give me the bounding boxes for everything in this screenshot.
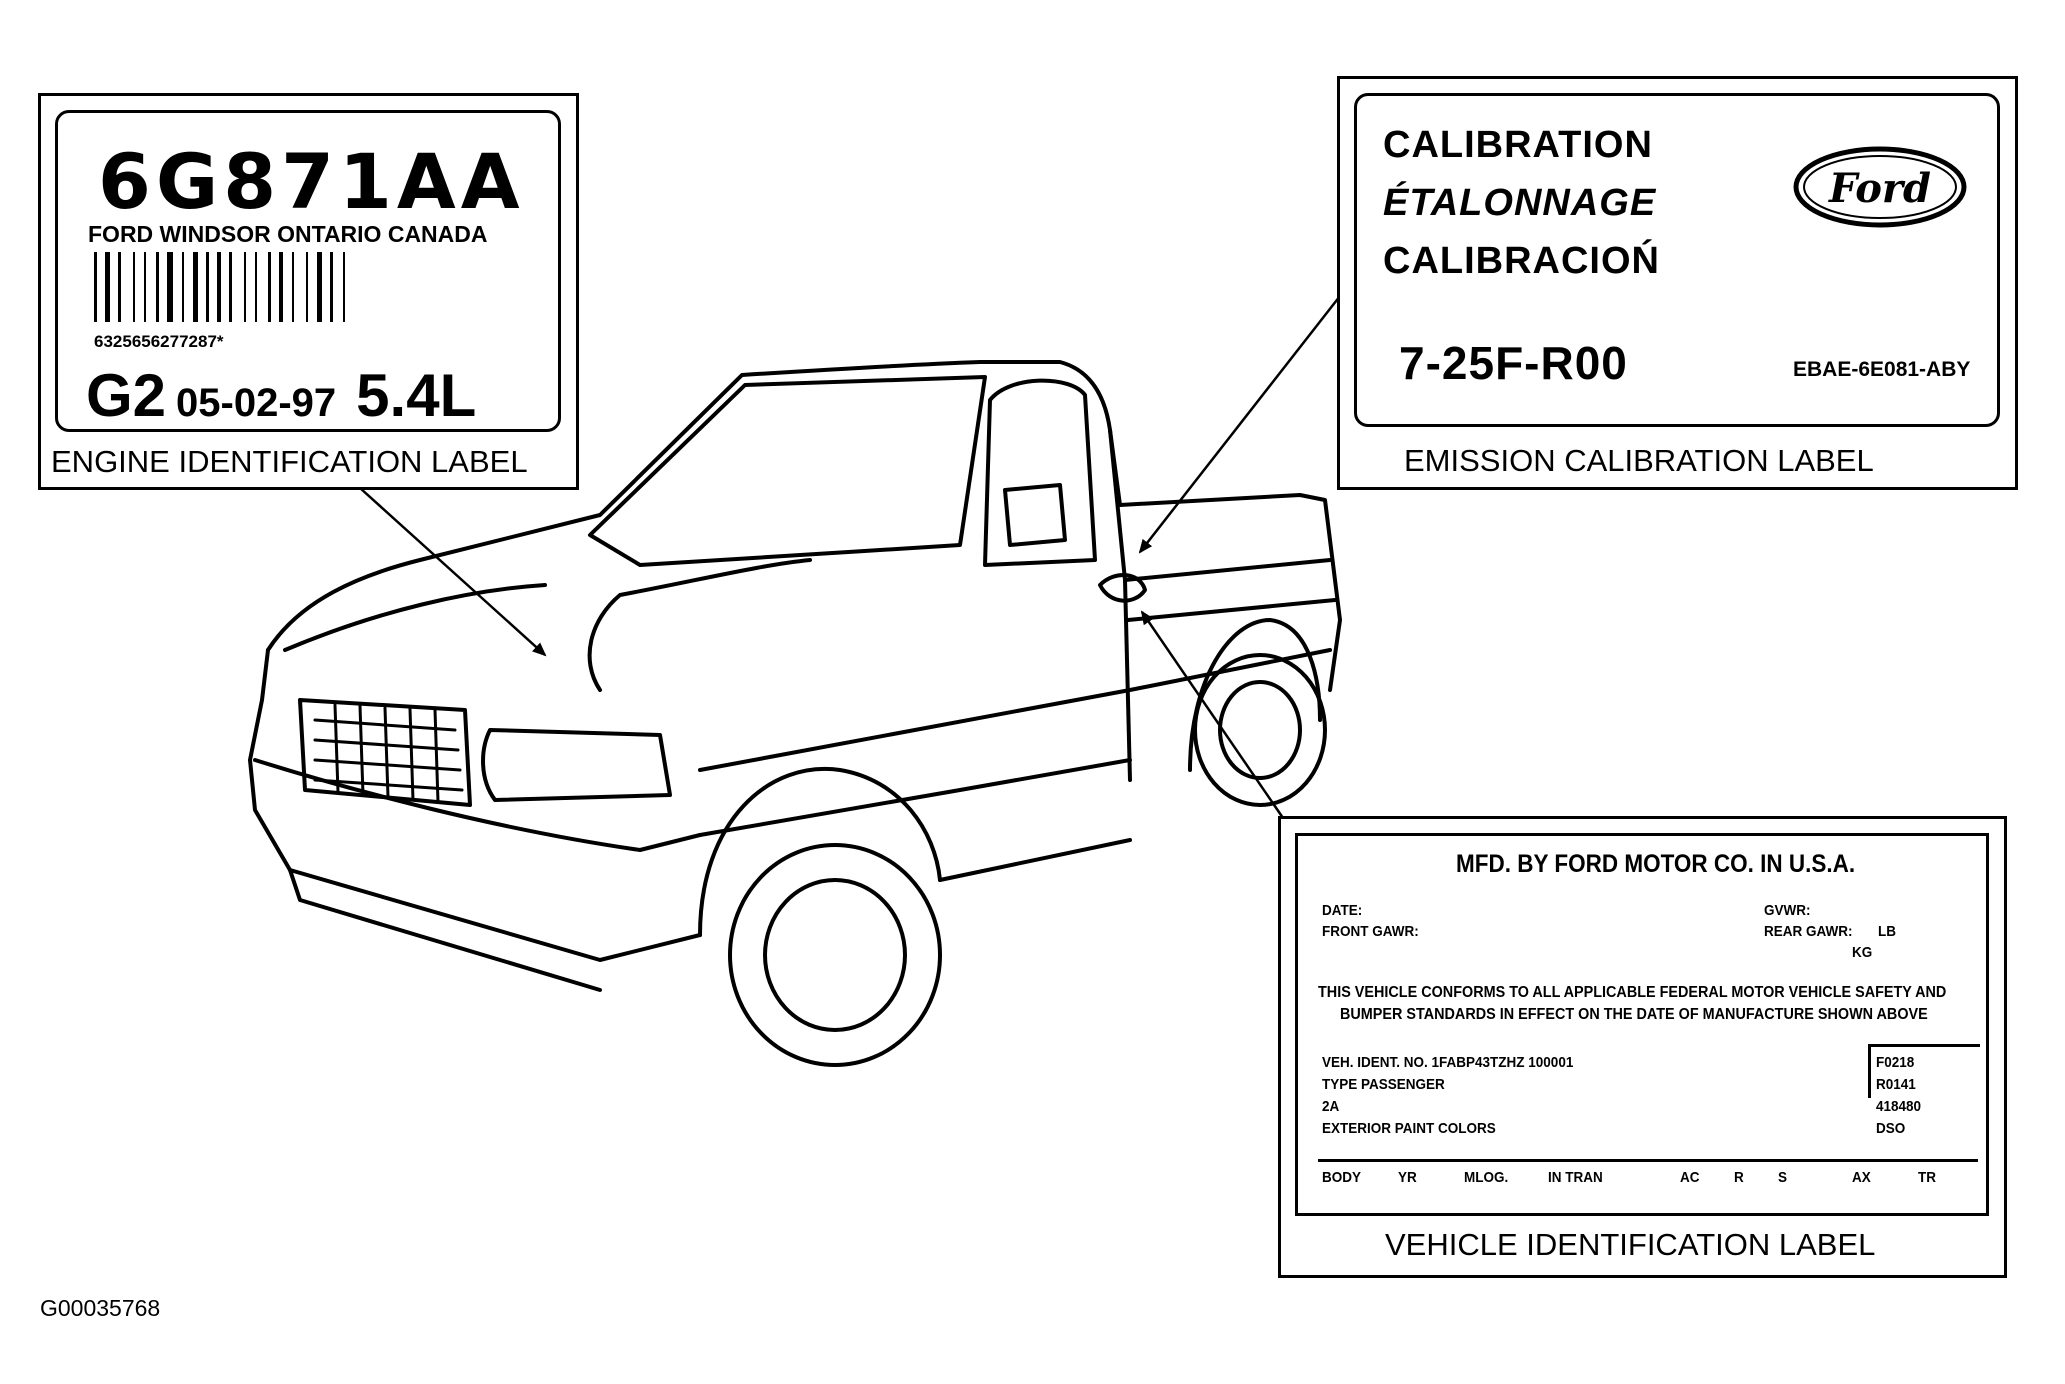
barcode-bar — [279, 252, 283, 322]
code-bracket-top — [1868, 1044, 1980, 1047]
date-label: DATE: — [1322, 902, 1363, 919]
barcode-bar — [255, 252, 257, 322]
calibration-title-es: CALIBRACIOŃ — [1383, 240, 1660, 282]
field-yr: YR — [1398, 1169, 1417, 1186]
engine-plant: FORD WINDSOR ONTARIO CANADA — [88, 221, 488, 247]
line-2a: 2A — [1322, 1098, 1340, 1115]
emission-label-sticker — [1354, 93, 2000, 427]
barcode-bar — [343, 252, 345, 322]
field-body: BODY — [1322, 1169, 1362, 1186]
code-bracket — [1868, 1044, 1871, 1098]
unit-kg: KG — [1852, 944, 1873, 961]
calibration-code: 7-25F-R00 — [1399, 337, 1628, 389]
engine-identification-label — [38, 93, 579, 490]
barcode-bar — [118, 252, 121, 322]
engine-displacement: 5.4L — [356, 362, 477, 429]
field-r: R — [1734, 1169, 1744, 1186]
field-tr: TR — [1918, 1169, 1936, 1186]
barcode-bar — [229, 252, 232, 322]
vehicle-identification-label — [1278, 816, 2007, 1278]
barcode-bar — [292, 252, 294, 322]
figure-reference: G00035768 — [40, 1295, 161, 1321]
emission-label-caption: EMISSION CALIBRATION LABEL — [1404, 443, 1874, 478]
conformity-line-2: BUMPER STANDARDS IN EFFECT ON THE DATE OF MANUFACTURE SHOWN ABOVE — [1340, 1006, 1928, 1023]
vehicle-label-sticker — [1295, 833, 1989, 1216]
barcode-bar — [167, 252, 173, 322]
calibration-title-fr: ÉTALONNAGE — [1383, 182, 1657, 224]
code-r0141: R0141 — [1876, 1076, 1916, 1093]
barcode-bar — [217, 252, 221, 322]
barcode-bar — [133, 252, 135, 322]
barcode-bar — [94, 252, 97, 322]
barcode-bar — [306, 252, 308, 322]
engine-label-caption: ENGINE IDENTIFICATION LABEL — [51, 444, 528, 479]
barcode-bar — [268, 252, 271, 322]
barcode-bar — [330, 252, 333, 322]
barcode-bar — [105, 252, 110, 322]
gvwr-label: GVWR: — [1764, 902, 1811, 919]
bottom-field-rule — [1318, 1159, 1978, 1162]
paint-colors-line: EXTERIOR PAINT COLORS — [1322, 1120, 1496, 1137]
calibration-part-number: EBAE-6E081-ABY — [1793, 358, 1971, 381]
manufacturer-header: MFD. BY FORD MOTOR CO. IN U.S.A. — [1456, 850, 1856, 878]
code-418480: 418480 — [1876, 1098, 1922, 1115]
field-mlog: MLOG. — [1464, 1169, 1509, 1186]
barcode-bar — [193, 252, 198, 322]
ford-logo — [1791, 144, 1969, 230]
unit-lb: LB — [1878, 923, 1896, 940]
engine-code: G2 — [86, 362, 167, 429]
barcode-bar — [206, 252, 209, 322]
engine-label-sticker — [55, 110, 561, 432]
barcode-bar — [317, 252, 322, 322]
conformity-line-1: THIS VEHICLE CONFORMS TO ALL APPLICABLE FEDERAL MOTOR VEHICLE SAFETY AND — [1318, 984, 1947, 1001]
rear-gawr-label: REAR GAWR: — [1764, 923, 1853, 940]
front-gawr-label: FRONT GAWR: — [1322, 923, 1419, 940]
engine-serial: 6325656277287* — [94, 332, 224, 351]
engine-date: 05-02-97 — [176, 381, 337, 425]
emission-calibration-label — [1337, 76, 2018, 490]
barcode-bar — [244, 252, 246, 322]
engine-part-code: 6G871AA — [98, 137, 525, 226]
barcode-bar — [156, 252, 159, 322]
barcode-bar — [182, 252, 184, 322]
vin-line: VEH. IDENT. NO. 1FABP43TZHZ 100001 — [1322, 1054, 1574, 1071]
barcode — [94, 252, 534, 322]
code-f0218: F0218 — [1876, 1054, 1915, 1071]
type-line: TYPE PASSENGER — [1322, 1076, 1445, 1093]
calibration-title-en: CALIBRATION — [1383, 124, 1653, 166]
field-in-tran: IN TRAN — [1548, 1169, 1603, 1186]
svg-text:Ford: Ford — [1829, 165, 1931, 212]
field-s: S — [1778, 1169, 1788, 1186]
barcode-bar — [144, 252, 146, 322]
code-dso: DSO — [1876, 1120, 1906, 1137]
vehicle-label-caption: VEHICLE IDENTIFICATION LABEL — [1385, 1227, 1876, 1262]
engine-code-line — [86, 361, 476, 430]
field-ax: AX — [1852, 1169, 1871, 1186]
field-ac: AC — [1680, 1169, 1700, 1186]
